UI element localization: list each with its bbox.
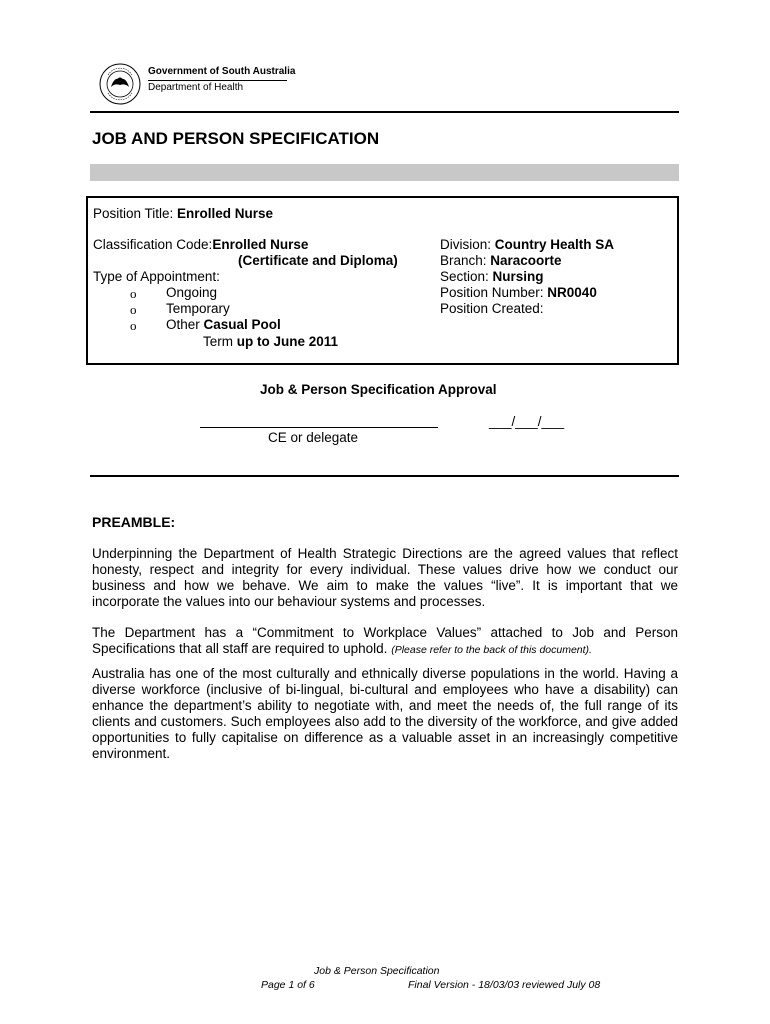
option-other <box>166 317 281 333</box>
branch-label: Branch: <box>440 253 491 268</box>
approval-heading: Job & Person Specification Approval <box>260 382 497 397</box>
page-title: JOB AND PERSON SPECIFICATION <box>92 129 380 148</box>
bullet-3: o <box>130 318 137 333</box>
term-label: Term <box>203 334 237 349</box>
classification-label: Classification Code: <box>93 237 213 252</box>
division-row <box>440 237 614 253</box>
option-other-value: Casual Pool <box>203 317 281 332</box>
top-rule <box>90 111 679 113</box>
classification-row <box>93 237 308 253</box>
government-name: Government of South Australia <box>148 66 296 77</box>
option-other-label: Other <box>166 317 204 332</box>
appointment-type-label: Type of Appointment: <box>93 269 220 284</box>
preamble-heading: PREAMBLE: <box>92 514 176 530</box>
signatory-label: CE or delegate <box>268 430 359 445</box>
classification-value-2: (Certificate and Diploma) <box>238 253 398 268</box>
bullet-2: o <box>130 302 137 317</box>
position-number-row <box>440 285 597 301</box>
position-title-value: Enrolled Nurse <box>177 206 274 221</box>
position-number-value: NR0040 <box>547 285 597 300</box>
footer-version: Final Version - 18/03/03 reviewed July 08 <box>408 979 601 991</box>
term-row <box>203 334 338 350</box>
classification-value: Enrolled Nurse <box>212 237 309 252</box>
section-divider <box>90 475 679 477</box>
date-blank: ___/___/___ <box>489 414 565 429</box>
sa-government-seal-icon <box>99 63 141 105</box>
position-number-label: Position Number: <box>440 285 548 300</box>
option-temporary: Temporary <box>166 301 230 316</box>
header-divider <box>148 80 287 81</box>
term-value: up to June 2011 <box>236 334 339 349</box>
preamble-paragraph-1: Underpinning the Department of Health Strategic Directions are the agreed values that reflect honesty, respect and integrity for every individual. These values drive how we conduct our business and how we behave. We aim to make the values “live”. It is important that we incorporate the values into our behaviour systems and processes. <box>92 546 678 609</box>
position-title-row <box>93 206 273 222</box>
option-ongoing: Ongoing <box>166 285 218 300</box>
preamble-paragraph-3: Australia has one of the most culturally and ethnically diverse populations in the world. Having a diverse workforce (inclusive of bi-lingual, bi-cultural and employees who have a disability) can enhance the department’s ability to negotiate with, and meet the needs of, the full range of its clients and customers. Such employees also add to the diversity of the workforce, and give added opportunities to fully capitalise on difference as a valuable asset in an increasingly competitive environment. <box>92 666 678 761</box>
preamble-paragraph-2 <box>92 625 678 658</box>
preamble-paragraph-2-text: The Department has a “Commitment to Workplace Values” attached to Job and Person Specifications that all staff are required to uphold. <box>92 625 678 656</box>
section-row <box>440 269 544 285</box>
position-title-label: Position Title: <box>93 206 178 221</box>
preamble-note: (Please refer to the back of this document). <box>391 644 592 656</box>
section-label: Section: <box>440 269 493 284</box>
signature-line <box>200 427 438 428</box>
division-value: Country Health SA <box>494 237 615 252</box>
branch-row <box>440 253 562 269</box>
position-created-label: Position Created: <box>440 301 544 316</box>
division-label: Division: <box>440 237 495 252</box>
department-name: Department of Health <box>148 82 244 93</box>
footer-page-number: Page 1 of 6 <box>261 979 315 991</box>
section-value: Nursing <box>492 269 544 284</box>
bullet-1: o <box>130 286 137 301</box>
footer-doc-name: Job & Person Specification <box>314 965 440 977</box>
grey-bar <box>90 164 679 181</box>
branch-value: Naracoorte <box>490 253 562 268</box>
